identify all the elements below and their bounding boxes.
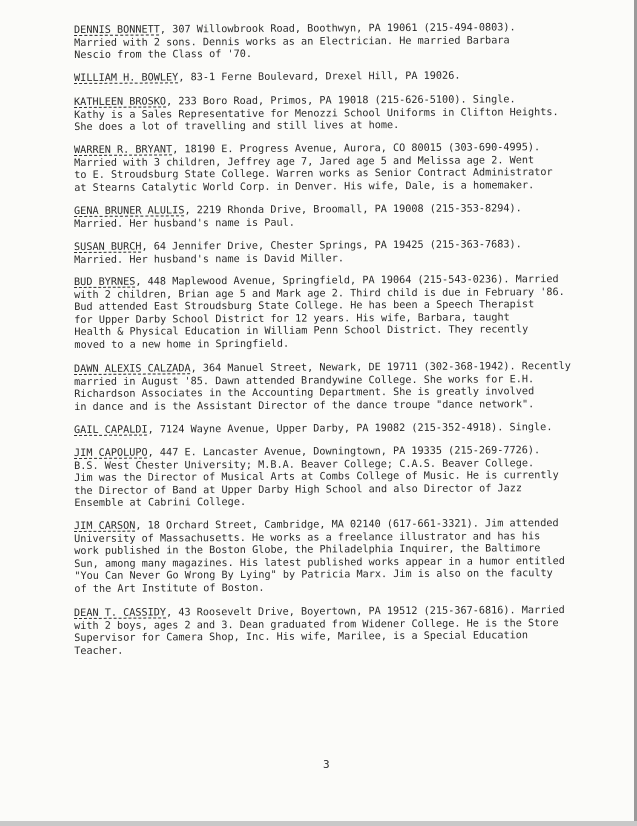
alumni-details: , 448 Maplewood Avenue, Springfield, PA 19064 (215-543-0236). Married with 2 children, Brian age 5 and Mark age 2. Third child is due in February '86. Bud attended East Stroudsburg State College. He has been a Speech Therapist for Upper Darby School District for 12 years. His wife, Barbara, taught Health & Physical Education in William Penn School District. They recently moved to a new home in Springfield. bbox=[74, 274, 565, 352]
scan-bottom-edge bbox=[0, 821, 637, 826]
alumni-name: JIM CARSON bbox=[74, 520, 136, 533]
alumni-entries bbox=[74, 22, 594, 668]
alumni-name: KATHLEEN BROSKO bbox=[74, 96, 167, 108]
alumni-details: , 18 Orchard Street, Cambridge, MA 02140 (617-661-3321). Jim attended University of Massachusetts. He works as a freelance illustrator and has his work published in the Boston Globe, the Philadelphia Inquirer, the Baltimore Sun, among many magazines. His latest published works appear in a humor entitled "You Can Never Go Wrong By Lying" by Patricia Marx. Jim is also on the faculty of the Art Institute of Boston. bbox=[74, 518, 565, 596]
alumni-entry bbox=[74, 93, 594, 134]
alumni-details: , 43 Roosevelt Drive, Boyertown, PA 19512 (215-367-6816). Married with 2 boys, ages 2 and 3. Dean graduated from Widener College. He is the Store Supervisor for Camera Shop, Inc. His wife, Marilee, is a Special Education Teacher. bbox=[74, 604, 565, 657]
alumni-details: , 83-1 Ferne Boulevard, Drexel Hill, PA 19026. bbox=[178, 71, 461, 84]
alumni-entry bbox=[74, 22, 594, 63]
alumni-name: WILLIAM H. BOWLEY bbox=[74, 72, 179, 85]
alumni-entry bbox=[74, 274, 594, 353]
alumni-name: JIM CAPOLUPO bbox=[74, 447, 148, 459]
alumni-entry bbox=[74, 518, 594, 597]
page-number: 3 bbox=[323, 758, 330, 771]
alumni-details: , 18190 E. Progress Avenue, Aurora, CO 80015 (303-690-4995). Married with 3 children, Jeffrey age 7, Jared age 5 and Melissa age 2. Went to E. Stroudsburg State College. Warren works as Senior Contract Administrator at Stearns Catalytic World Corp. in Denver. His wife, Dale, is a homemaker. bbox=[74, 142, 553, 194]
alumni-name: WARREN R. BRYANT bbox=[74, 144, 173, 156]
alumni-details: , 64 Jennifer Drive, Chester Springs, PA 19425 (215-363-7683). Married. Her husband's name is David Miller. bbox=[74, 238, 522, 266]
alumni-entry bbox=[74, 421, 594, 437]
alumni-name: BUD BYRNES bbox=[74, 277, 136, 289]
alumni-entry bbox=[74, 70, 594, 86]
alumni-entry bbox=[74, 445, 594, 511]
alumni-name: DENNIS BONNETT bbox=[74, 24, 160, 36]
alumni-entry bbox=[74, 604, 594, 658]
alumni-details: , 307 Willowbrook Road, Boothwyn, PA 19061 (215-494-0803). Married with 2 sons. Dennis works as an Electrician. He married Barbara Nescio from the Class of '70. bbox=[74, 22, 516, 62]
alumni-name: SUSAN BURCH bbox=[74, 241, 142, 253]
alumni-name: GENA BRUNER ALULIS bbox=[74, 205, 185, 217]
alumni-details: , 447 E. Lancaster Avenue, Downingtown, PA 19335 (215-269-7726). B.S. West Chester University; M.B.A. Beaver College; C.A.S. Beaver College. Jim was the Director of Musical Arts at Combs College of Music. He is currently the Director of Band at Upper Darby High School and also Director of Jazz Ensemble at Cabrini College. bbox=[74, 444, 559, 510]
alumni-entry bbox=[74, 142, 594, 196]
alumni-name: DAWN ALEXIS CALZADA bbox=[74, 362, 191, 375]
alumni-name: DEAN T. CASSIDY bbox=[74, 606, 167, 619]
alumni-details: , 233 Boro Road, Primos, PA 19018 (215-626-5100). Single. Kathy is a Sales Representative for Menozzi School Uniforms in Clifton Heights. She does a lot of travelling and still lives at home. bbox=[74, 93, 559, 133]
alumni-entry bbox=[74, 360, 594, 414]
alumni-details: , 364 Manuel Street, Newark, DE 19711 (302-368-1942). Recently married in August '85. Dawn attended Brandywine College. She works for E.H. Richardson Associates in the Accounting Department. She is greatly involved in dance and is the Assistant Director of the dance troupe "dance network". bbox=[74, 360, 571, 413]
alumni-entry bbox=[74, 203, 594, 231]
alumni-details: , 7124 Wayne Avenue, Upper Darby, PA 19082 (215-352-4918). Single. bbox=[147, 421, 553, 436]
alumni-name: GAIL CAPALDI bbox=[74, 424, 148, 436]
alumni-entry bbox=[74, 239, 594, 267]
alumni-details: , 2219 Rhonda Drive, Broomall, PA 19008 (215-353-8294). Married. Her husband's name is Paul. bbox=[74, 203, 522, 230]
